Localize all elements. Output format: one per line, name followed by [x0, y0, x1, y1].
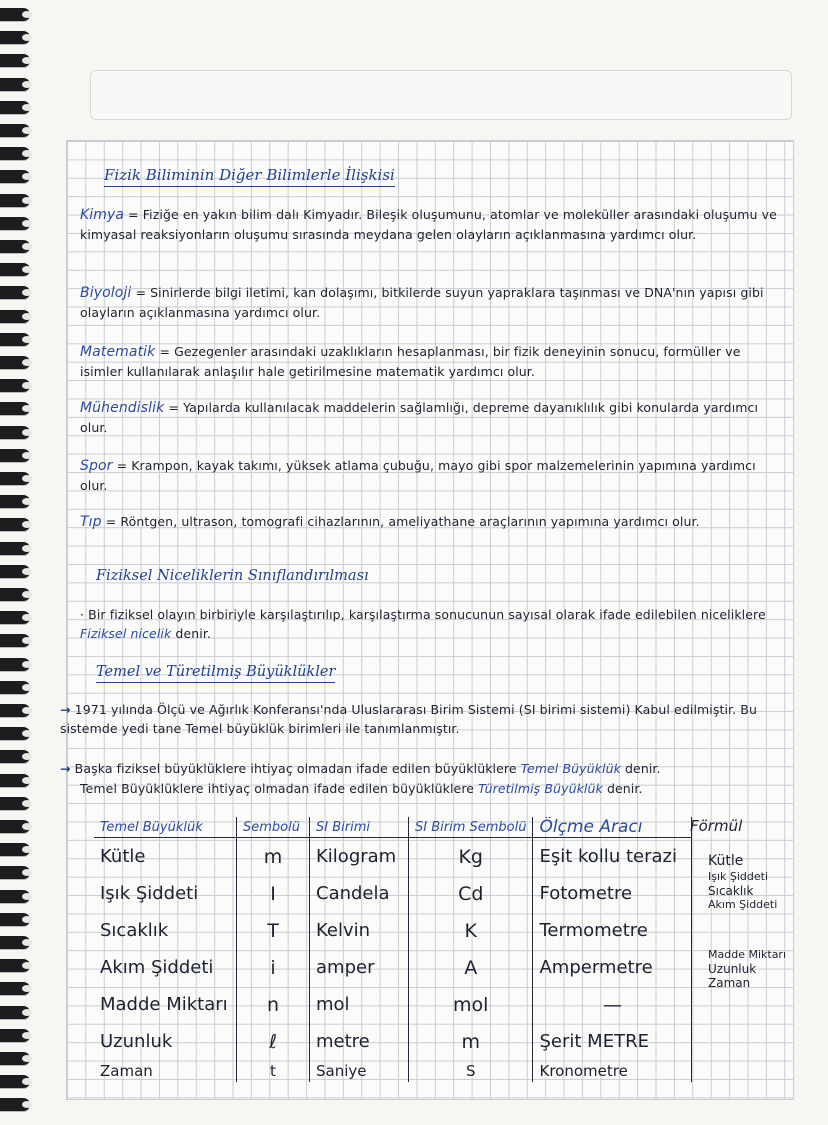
cell-instrument: Ampermetre [533, 949, 692, 986]
arrow-icon: → [60, 761, 71, 776]
cell-unit-symbol: m [409, 1023, 533, 1060]
spiral-ring [0, 982, 30, 995]
formul-item: Kütle [708, 853, 744, 869]
cell-symbol: m [237, 838, 310, 876]
cell-unit-symbol: mol [409, 986, 533, 1023]
spiral-binding [0, 0, 34, 1125]
cell-symbol: T [237, 912, 310, 949]
text-spor: = Krampon, kayak takımı, yüksek atlama çubuğu, mayo gibi spor malzemelerinin yapımına yardımcı olur. [80, 458, 756, 493]
term-tip: Tıp [80, 514, 102, 530]
spiral-ring [0, 634, 30, 647]
formul-item: Zaman [708, 976, 751, 990]
header-sembolu: Sembolü [237, 817, 310, 838]
spiral-ring [0, 426, 30, 439]
spiral-ring [0, 820, 30, 833]
cell-instrument: Termometre [533, 912, 692, 949]
spiral-ring [0, 1006, 30, 1019]
bullet-turetilmis-prefix: Temel Büyüklüklere ihtiyaç olmadan ifade edilen büyüklüklere [80, 781, 475, 796]
cell-unit: Candela [310, 875, 409, 912]
spiral-ring [0, 959, 30, 972]
page-title: Fizik Biliminin Diğer Bilimlerle İlişkisi [104, 166, 395, 184]
spiral-ring [0, 1052, 30, 1065]
cell-unit: mol [310, 986, 409, 1023]
cell-instrument: Fotometre [533, 875, 692, 912]
formul-item: Madde Miktarı [708, 948, 787, 961]
classification-title: Fiziksel Niceliklerin Sınıflandırılması [96, 568, 369, 584]
section-spor [80, 456, 785, 495]
cell-unit: Kilogram [310, 838, 409, 876]
cell-unit-symbol: Cd [409, 875, 533, 912]
formul-label: Förmül [690, 817, 743, 835]
definition-term: Fiziksel nicelik [80, 626, 172, 641]
bullet-1971-text: 1971 yılında Ölçü ve Ağırlık Konferansı'nda Uluslararası Birim Sistemi (SI birimi sistemi) Kabul edilmiştir. Bu sistemde yedi tane Temel büyüklük birimleri ile tanımlanmıştır. [60, 702, 757, 736]
spiral-ring [0, 890, 30, 903]
cell-unit: Kelvin [310, 912, 409, 949]
arrow-icon: → [60, 702, 71, 717]
cell-symbol: ℓ [237, 1023, 310, 1060]
table-row [94, 1023, 692, 1060]
spiral-ring [0, 750, 30, 763]
spiral-ring [0, 310, 30, 323]
spiral-ring [0, 170, 30, 183]
spiral-ring [0, 402, 30, 415]
bullet-turetilmis-suffix: denir. [606, 781, 643, 796]
cell-symbol: n [237, 986, 310, 1023]
spiral-ring [0, 286, 30, 299]
spiral-ring [0, 727, 30, 740]
spiral-ring [0, 774, 30, 787]
cell-instrument: Eşit kollu terazi [533, 838, 692, 876]
cell-symbol: t [237, 1060, 310, 1082]
formul-item: Işık Şiddeti [708, 870, 769, 883]
header-temel-buyukluk: Temel Büyüklük [94, 817, 237, 838]
term-muhendislik: Mühendislik [80, 400, 165, 416]
table-header-row [94, 817, 692, 838]
formul-item: Sıcaklık [708, 884, 754, 898]
spiral-ring [0, 542, 30, 555]
section-matematik [80, 342, 785, 381]
cell-instrument: Kronometre [533, 1060, 692, 1082]
spiral-ring [0, 101, 30, 114]
header-box [90, 70, 792, 120]
spiral-ring [0, 54, 30, 67]
spiral-ring [0, 565, 30, 578]
term-kimya: Kimya [80, 207, 125, 223]
section-tip [80, 512, 785, 532]
spiral-ring [0, 495, 30, 508]
text-muhendislik: = Yapılarda kullanılacak maddelerin sağlamlığı, depreme dayanıklılık gibi konularda yardımcı olur. [80, 400, 759, 435]
spiral-ring [0, 1029, 30, 1042]
spiral-ring [0, 333, 30, 346]
cell-quantity: Akım Şiddeti [94, 949, 237, 986]
spiral-ring [0, 913, 30, 926]
cell-symbol: I [237, 875, 310, 912]
cell-unit: metre [310, 1023, 409, 1060]
spiral-ring [0, 1098, 30, 1111]
spiral-ring [0, 797, 30, 810]
table-row [94, 875, 692, 912]
cell-quantity: Kütle [94, 838, 237, 876]
bullet-turetilmis-term: Türetilmiş Büyüklük [478, 781, 603, 796]
bullet-turetilmis [80, 779, 785, 798]
table-row [94, 838, 692, 876]
spiral-ring [0, 240, 30, 253]
cell-unit-symbol: Kg [409, 838, 533, 876]
table-row [94, 1060, 692, 1082]
spiral-ring [0, 8, 30, 21]
quantities-title: Temel ve Türetilmiş Büyüklükler [96, 664, 336, 680]
bullet-temel-suffix: denir. [625, 761, 661, 776]
bullet-dot: · [80, 607, 85, 622]
spiral-ring [0, 472, 30, 485]
cell-instrument: — [533, 986, 692, 1023]
spiral-ring [0, 356, 30, 369]
spiral-ring [0, 449, 30, 462]
text-tip: = Röntgen, ultrason, tomografi cihazlarının, ameliyathane araçlarının yapımına yardımcı olur. [105, 514, 700, 529]
section-kimya [80, 205, 785, 244]
bullet-temel-prefix: Başka fiziksel büyüklüklere ihtiyaç olmadan ifade edilen büyüklüklere [74, 761, 517, 776]
section-biyoloji [80, 283, 785, 322]
section-muhendislik [80, 398, 785, 437]
definition-prefix: Bir fiziksel olayın birbiriyle karşılaştırılıp, karşılaştırma sonucunun sayısal olarak ifade edilebilen niceliklere [88, 607, 766, 622]
cell-unit: amper [310, 949, 409, 986]
spiral-ring [0, 147, 30, 160]
spiral-ring [0, 124, 30, 137]
cell-quantity: Madde Miktarı [94, 986, 237, 1023]
text-biyoloji: = Sinirlerde bilgi iletimi, kan dolaşımı, bitkilerde suyun yapraklara taşınması ve DNA'nın yapısı gibi olayların açıklanmasına yardımcı olur. [80, 285, 764, 320]
formul-group-1 [708, 852, 793, 912]
spiral-ring [0, 217, 30, 230]
term-spor: Spor [80, 458, 113, 474]
formul-group-2 [708, 948, 793, 990]
bullet-1971 [60, 700, 785, 738]
cell-unit-symbol: K [409, 912, 533, 949]
table-row [94, 949, 692, 986]
bullet-temel [60, 759, 785, 778]
formul-item: Uzunluk [708, 962, 757, 976]
spiral-ring [0, 936, 30, 949]
cell-unit: Saniye [310, 1060, 409, 1082]
bullet-temel-term: Temel Büyüklük [520, 761, 621, 776]
spiral-ring [0, 704, 30, 717]
cell-instrument: Şerit METRE [533, 1023, 692, 1060]
si-units-table [94, 817, 692, 1082]
definition-paragraph [80, 605, 785, 643]
spiral-ring [0, 1075, 30, 1088]
text-matematik: = Gezegenler arasındaki uzaklıkların hesaplanması, bir fizik deneyinin sonucu, formüller ve isimler kullanılarak anlaşılır hale getirilmesine matematik yardımcı olur. [80, 344, 741, 379]
cell-quantity: Işık Şiddeti [94, 875, 237, 912]
formul-item: Akım Şiddeti [708, 898, 778, 911]
spiral-ring [0, 518, 30, 531]
cell-symbol: i [237, 949, 310, 986]
spiral-ring [0, 379, 30, 392]
spiral-ring [0, 681, 30, 694]
spiral-ring [0, 658, 30, 671]
spiral-ring [0, 31, 30, 44]
definition-suffix: denir. [175, 626, 211, 641]
cell-unit-symbol: A [409, 949, 533, 986]
spiral-ring [0, 611, 30, 624]
header-olcme-araci: Ölçme Aracı [533, 817, 692, 838]
header-si-birim-sembolu: SI Birim Sembolü [409, 817, 533, 838]
text-kimya: = Fiziğe en yakın bilim dalı Kimyadır. Bileşik oluşumunu, atomlar ve moleküller arasındaki oluşumu ve kimyasal reaksiyonların oluşumu sırasında meydana gelen olayların açıklanmasına yardımcı olur. [80, 207, 777, 242]
table-row [94, 986, 692, 1023]
cell-quantity: Sıcaklık [94, 912, 237, 949]
cell-unit-symbol: S [409, 1060, 533, 1082]
header-si-birimi: SI Birimi [310, 817, 409, 838]
cell-quantity: Uzunluk [94, 1023, 237, 1060]
term-matematik: Matematik [80, 344, 156, 360]
spiral-ring [0, 866, 30, 879]
table-row [94, 912, 692, 949]
cell-quantity: Zaman [94, 1060, 237, 1082]
spiral-ring [0, 588, 30, 601]
spiral-ring [0, 843, 30, 856]
spiral-ring [0, 194, 30, 207]
spiral-ring [0, 263, 30, 276]
term-biyoloji: Biyoloji [80, 285, 132, 301]
spiral-ring [0, 78, 30, 91]
